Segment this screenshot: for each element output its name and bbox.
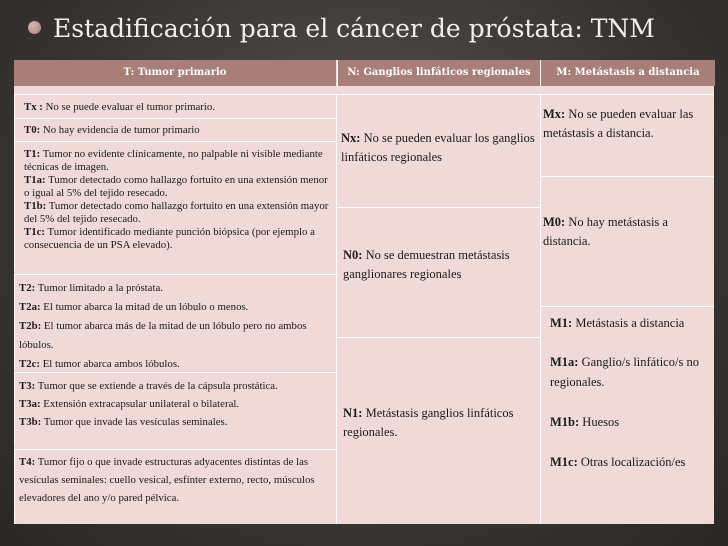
t-code: T2: bbox=[19, 282, 36, 294]
t-code: T1a: bbox=[24, 174, 46, 186]
bullet-icon bbox=[28, 21, 41, 34]
n-row-n0 bbox=[336, 207, 540, 337]
t-code: T1b: bbox=[24, 200, 47, 212]
n-text: Metástasis ganglios linfáticos regionales. bbox=[343, 406, 514, 439]
t-code: T3: bbox=[19, 380, 36, 392]
m-code: M1b: bbox=[550, 415, 580, 429]
t-code: T1: bbox=[24, 148, 41, 160]
m-row-m0 bbox=[540, 176, 714, 306]
t-text: El tumor abarca la mitad de un lóbulo o menos. bbox=[40, 301, 249, 313]
m-code: M1: bbox=[550, 316, 573, 330]
m-text: No se pueden evaluar las metástasis a distancia. bbox=[543, 107, 694, 140]
t-text: El tumor abarca ambos lóbulos. bbox=[40, 358, 180, 370]
t-text: El tumor abarca más de la mitad de un lóbulo pero no ambos lóbulos. bbox=[19, 320, 307, 351]
t-row-t1 bbox=[14, 141, 336, 271]
t-text: No hay evidencia de tumor primario bbox=[40, 124, 200, 136]
m-row-mx bbox=[540, 94, 714, 176]
t-text: Tumor que se extiende a través de la cápsula prostática. bbox=[35, 380, 278, 392]
t-code: T2a: bbox=[19, 301, 41, 313]
n-row-n1 bbox=[336, 337, 540, 524]
t-code: T1c: bbox=[24, 226, 45, 238]
t-code: Tx : bbox=[24, 101, 43, 113]
n-text: No se pueden evaluar los ganglios linfáticos regionales bbox=[341, 131, 535, 164]
t-row-t3 bbox=[14, 372, 336, 447]
n-code: Nx: bbox=[341, 131, 361, 145]
t-text: Tumor detectado como hallazgo fortuito en una extensión mayor del 5% del tejido resecado. bbox=[24, 200, 329, 225]
m-text: No hay metástasis a distancia. bbox=[543, 215, 668, 248]
t-row-t4 bbox=[14, 449, 336, 524]
m-code: M1a: bbox=[550, 355, 579, 369]
slide-title-text: Estadificación para el cáncer de próstata: TNM bbox=[53, 14, 655, 43]
t-code: T0: bbox=[24, 124, 41, 136]
m-row-m1 bbox=[540, 306, 714, 524]
m-code: Mx: bbox=[543, 107, 566, 121]
t-text: Tumor no evidente clínicamente, no palpable ni visible mediante técnicas de imagen. bbox=[24, 148, 323, 173]
t-text: Extensión extracapsular unilateral o bilateral. bbox=[40, 398, 240, 410]
n-code: N1: bbox=[343, 406, 363, 420]
m-code: M0: bbox=[543, 215, 566, 229]
t-row-tx bbox=[14, 94, 336, 118]
header-m: M: Metástasis a distancia bbox=[540, 60, 715, 86]
t-code: T3a: bbox=[19, 398, 41, 410]
t-text: Tumor que invade las vesículas seminales. bbox=[41, 416, 228, 428]
t-text: Tumor limitado a la próstata. bbox=[35, 282, 163, 294]
t-code: T2b: bbox=[19, 320, 42, 332]
slide-title bbox=[28, 14, 655, 43]
m-code: M1c: bbox=[550, 455, 578, 469]
t-text: No se puede evaluar el tumor primario. bbox=[42, 101, 215, 113]
t-text: Tumor detectado como hallazgo fortuito en una extensión menor o igual al 5% del tejido resecado. bbox=[24, 174, 328, 199]
t-text: Tumor identificado mediante punción biópsica (por ejemplo a consecuencia de un PSA elevado). bbox=[24, 226, 315, 251]
m-text: Metástasis a distancia bbox=[572, 316, 685, 330]
header-n: N: Ganglios linfáticos regionales bbox=[337, 60, 540, 86]
t-row-t2 bbox=[14, 274, 336, 370]
header-t: T: Tumor primario bbox=[14, 60, 336, 86]
t-text: Tumor fijo o que invade estructuras adyacentes distintas de las vesículas seminales: cuello vesical, esfínter externo, recto, músculos elevadores del ano y/o pared pélvica. bbox=[19, 456, 315, 504]
m-text: Ganglio/s linfático/s no regionales. bbox=[550, 355, 699, 389]
m-text: Otras localización/es bbox=[577, 455, 686, 469]
m-text: Huesos bbox=[579, 415, 620, 429]
t-code: T3b: bbox=[19, 416, 42, 428]
t-code: T4: bbox=[19, 456, 36, 468]
t-code: T2c: bbox=[19, 358, 40, 370]
n-code: N0: bbox=[343, 248, 363, 262]
n-text: No se demuestran metástasis ganglionares regionales bbox=[343, 248, 510, 281]
t-row-t0 bbox=[14, 118, 336, 141]
n-row-nx bbox=[336, 94, 540, 207]
tnm-table bbox=[14, 60, 714, 524]
